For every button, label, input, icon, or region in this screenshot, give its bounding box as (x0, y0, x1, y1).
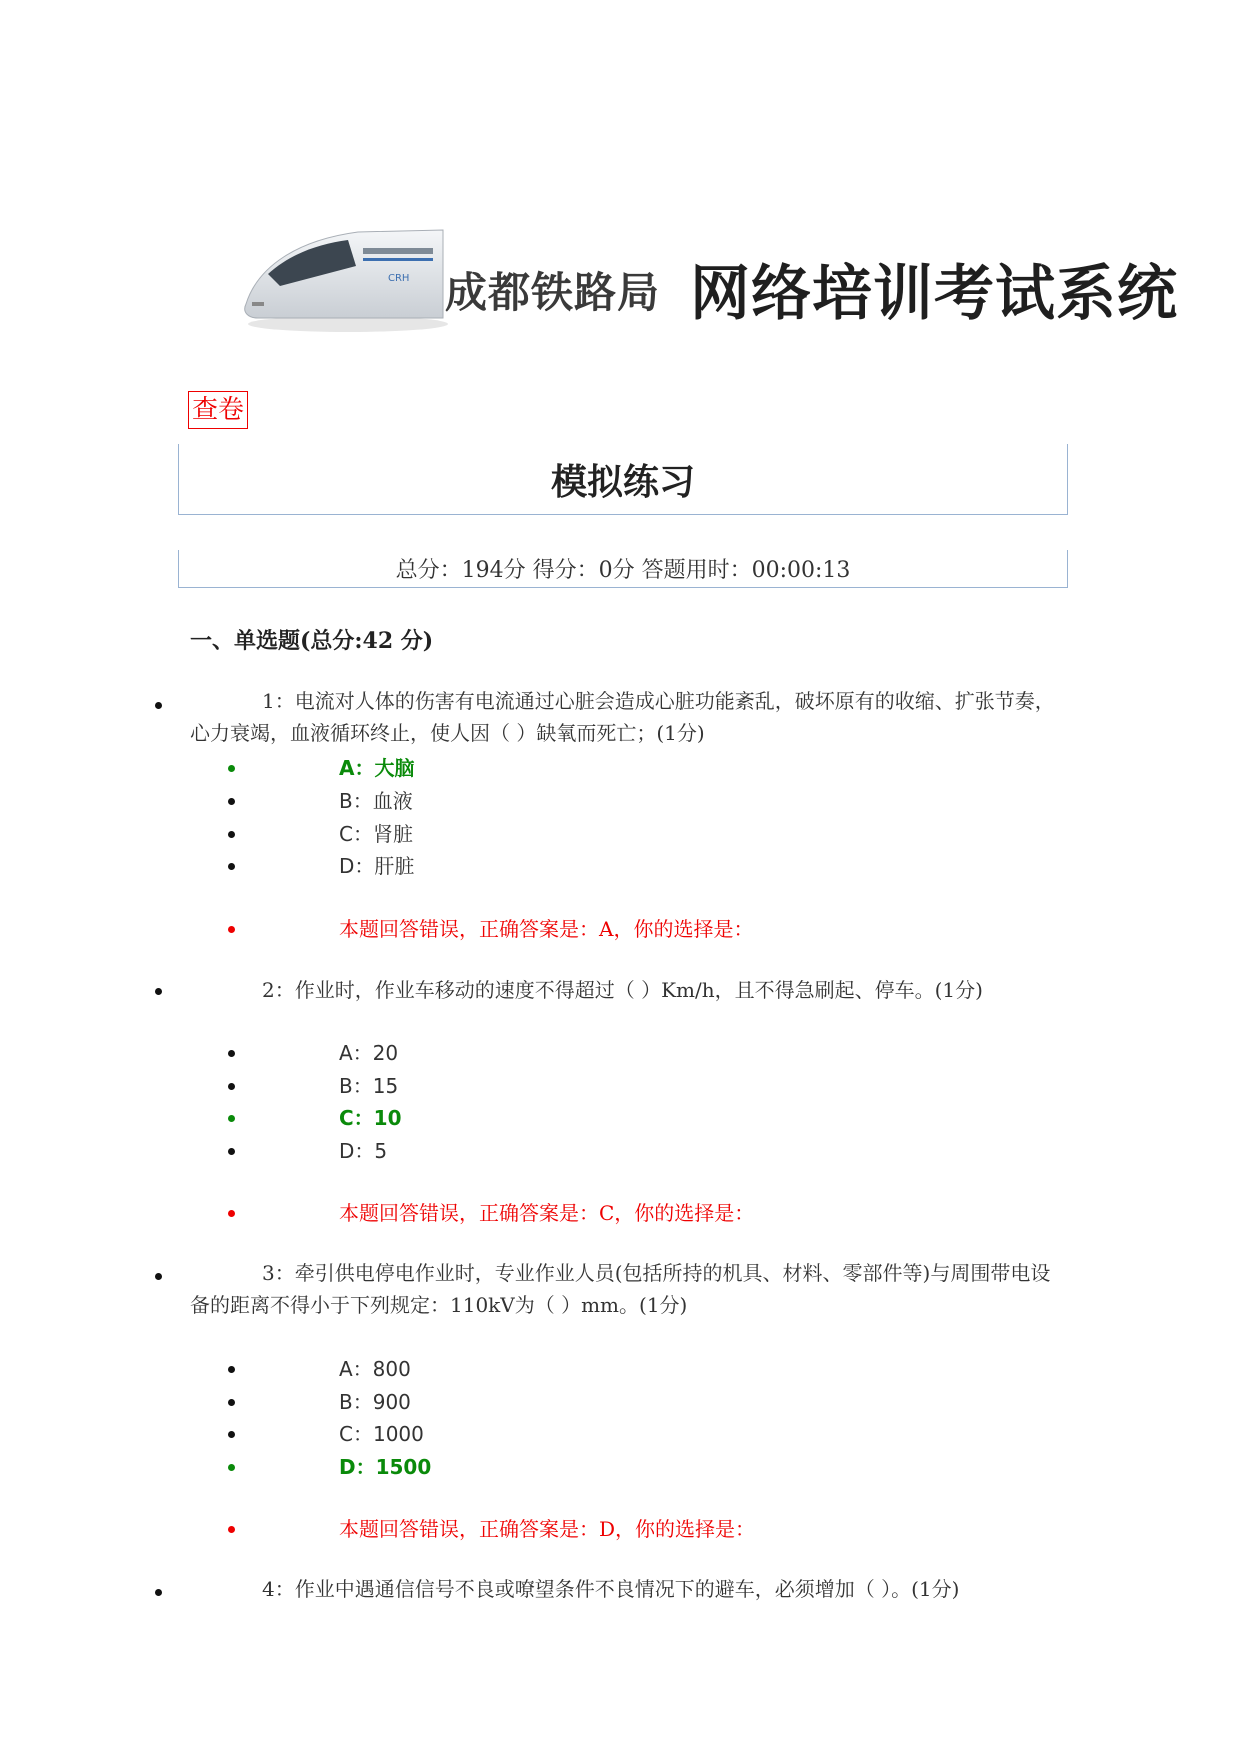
svg-text:CRH: CRH (388, 273, 410, 284)
option-bullet (228, 1399, 235, 1406)
option-bullet (228, 1431, 235, 1438)
feedback-bullet (228, 926, 235, 933)
answer-feedback-2: 本题回答错误，正确答案是：C，你的选择是： (339, 1201, 755, 1225)
feedback-bullet (228, 1526, 235, 1533)
option-bullet (228, 1464, 235, 1471)
question-bullet (155, 702, 162, 709)
option-bullet (228, 1366, 235, 1373)
section-title: 一、单选题(总分:42 分) (190, 628, 434, 654)
question-4 (190, 1573, 1058, 1605)
system-banner (238, 226, 1178, 336)
option-2-c[interactable]: C：10 (339, 1106, 402, 1130)
question-1 (190, 685, 1058, 749)
option-bullet (228, 798, 235, 805)
page-title: 模拟练习 (550, 461, 695, 503)
question-number: 3： (262, 1261, 295, 1285)
option-bullet (228, 765, 235, 772)
answer-feedback-3: 本题回答错误，正确答案是：D，你的选择是： (339, 1517, 756, 1541)
option-3-a[interactable]: A：800 (339, 1357, 411, 1381)
option-2-b[interactable]: B：15 (339, 1074, 399, 1098)
option-3-d[interactable]: D：1500 (339, 1455, 432, 1479)
question-number: 2： (262, 978, 295, 1002)
question-3 (190, 1257, 1058, 1321)
question-bullet (155, 988, 162, 995)
option-3-b[interactable]: B：900 (339, 1390, 411, 1414)
option-1-a[interactable]: A：大脑 (339, 756, 415, 780)
option-bullet (228, 1050, 235, 1057)
question-bullet (155, 1589, 162, 1596)
option-1-b[interactable]: B：血液 (339, 789, 413, 813)
title-frame (178, 444, 1068, 515)
option-1-d[interactable]: D：肝脏 (339, 854, 415, 878)
option-bullet (228, 1115, 235, 1122)
option-bullet (228, 863, 235, 870)
question-number: 1： (262, 689, 295, 713)
option-2-a[interactable]: A：20 (339, 1041, 399, 1065)
train-logo-icon (238, 226, 448, 336)
system-name: 网络培训考试系统 (690, 259, 1178, 329)
question-text: 电流对人体的伤害有电流通过心脏会造成心脏功能紊乱，破坏原有的收缩、扩张节奏，心力衰竭，血液循环终止，使人因（ ）缺氧而死亡；(1分) (190, 689, 1055, 745)
question-number: 4： (262, 1577, 295, 1601)
review-label[interactable]: 查卷 (188, 391, 248, 429)
score-summary: 总分：194分 得分：0分 答题用时：00:00:13 (395, 558, 851, 583)
answer-feedback-1: 本题回答错误，正确答案是：A，你的选择是： (339, 917, 754, 941)
question-text: 作业中遇通信信号不良或嘹望条件不良情况下的避车，必须增加（ ）。(1分) (294, 1577, 960, 1601)
org-name: 成都铁路局 (445, 268, 661, 317)
question-2 (190, 974, 1058, 1006)
option-1-c[interactable]: C：肾脏 (339, 822, 413, 846)
option-bullet (228, 1148, 235, 1155)
question-text: 牵引供电停电作业时，专业作业人员(包括所持的机具、材料、零部件等)与周围带电设备的距离不得小于下列规定：110kV为（ ）mm。(1分) (190, 1261, 1051, 1317)
score-frame (178, 550, 1068, 588)
option-2-d[interactable]: D：5 (339, 1139, 388, 1163)
question-bullet (155, 1273, 162, 1280)
feedback-bullet (228, 1210, 235, 1217)
question-text: 作业时，作业车移动的速度不得超过（ ）Km/h，且不得急刷起、停车。(1分) (294, 978, 983, 1002)
option-bullet (228, 1083, 235, 1090)
option-3-c[interactable]: C：1000 (339, 1422, 424, 1446)
option-bullet (228, 831, 235, 838)
